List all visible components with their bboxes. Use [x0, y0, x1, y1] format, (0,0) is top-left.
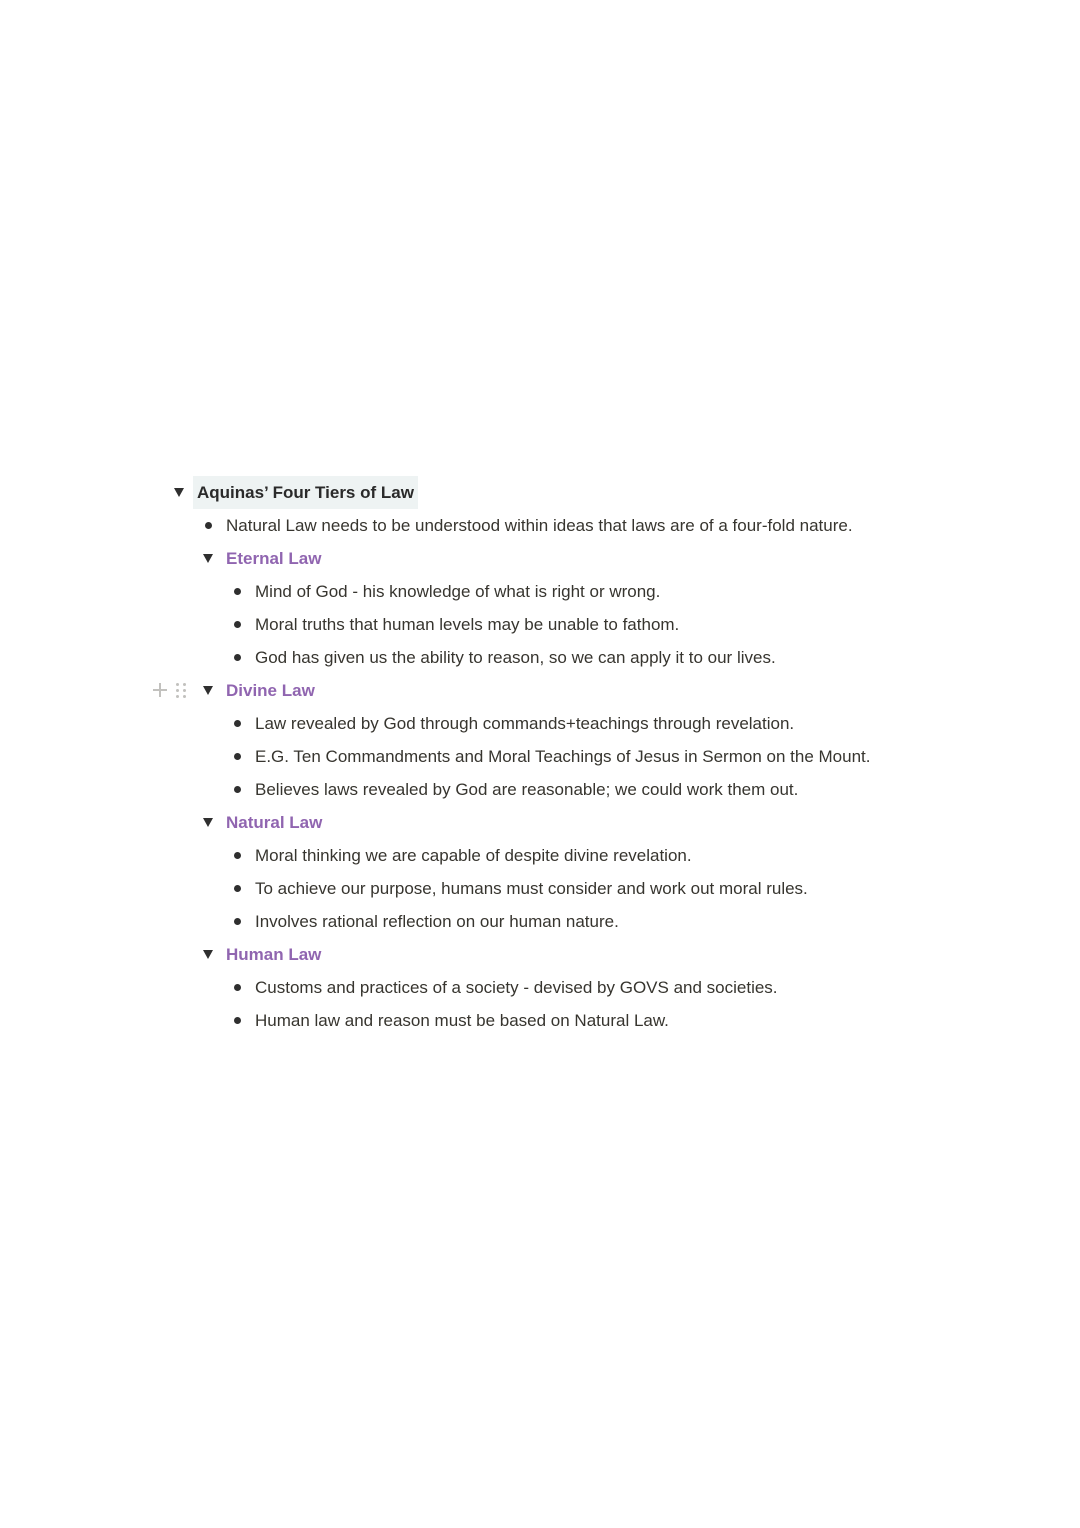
triangle-down-icon[interactable]: [172, 476, 186, 509]
list-item-text: To achieve our purpose, humans must consider and work out moral rules.: [255, 879, 808, 898]
triangle-down-icon[interactable]: [201, 938, 215, 971]
list-item-text: Believes laws revealed by God are reasonable; we could work them out.: [255, 780, 799, 799]
plus-icon[interactable]: [152, 682, 168, 698]
list-item-text: God has given us the ability to reason, so we can apply it to our lives.: [255, 648, 776, 667]
bullet-dot-icon: [234, 621, 241, 628]
triangle-down-icon[interactable]: [201, 806, 215, 839]
section-heading: Divine Law: [226, 681, 315, 700]
list-item: [229, 773, 929, 806]
list-item: [229, 872, 929, 905]
bullet-dot-icon: [234, 918, 241, 925]
toggle-block-divine-law: [200, 674, 900, 707]
triangle-down-icon[interactable]: [201, 542, 215, 575]
list-item-text: Moral truths that human levels may be unable to fathom.: [255, 615, 680, 634]
list-item-text: Customs and practices of a society - devised by GOVS and societies.: [255, 978, 778, 997]
list-item-text: Law revealed by God through commands+teachings through revelation.: [255, 714, 795, 733]
list-item: [229, 839, 929, 872]
drag-handle-icon[interactable]: [176, 682, 186, 698]
block-hover-controls: [152, 678, 186, 702]
list-item-text: Mind of God - his knowledge of what is right or wrong.: [255, 582, 661, 601]
toggle-block-title: [170, 476, 870, 509]
list-item-text: Moral thinking we are capable of despite divine revelation.: [255, 846, 692, 865]
bullet-dot-icon: [234, 753, 241, 760]
list-item: [229, 575, 929, 608]
bullet-dot-icon: [234, 720, 241, 727]
list-item: [229, 740, 929, 773]
triangle-down-icon[interactable]: [201, 674, 215, 707]
bullet-dot-icon: [205, 522, 212, 529]
list-item: [229, 905, 929, 938]
bullet-dot-icon: [234, 654, 241, 661]
bullet-dot-icon: [234, 984, 241, 991]
list-item: [229, 1004, 929, 1037]
toggle-block-human-law: [200, 938, 900, 971]
list-item: [229, 608, 929, 641]
section-heading: Human Law: [226, 945, 322, 964]
bullet-dot-icon: [234, 1017, 241, 1024]
intro-text: Natural Law needs to be understood within ideas that laws are of a four-fold nature.: [226, 516, 853, 535]
bullet-dot-icon: [234, 885, 241, 892]
list-item: [200, 509, 900, 542]
bullet-dot-icon: [234, 786, 241, 793]
section-heading: Eternal Law: [226, 549, 322, 568]
bullet-dot-icon: [234, 588, 241, 595]
list-item: [229, 641, 929, 674]
page-title: Aquinas’ Four Tiers of Law: [193, 476, 418, 509]
section-heading: Natural Law: [226, 813, 323, 832]
bullet-dot-icon: [234, 852, 241, 859]
list-item: [229, 707, 929, 740]
list-item: [229, 971, 929, 1004]
toggle-block-natural-law: [200, 806, 900, 839]
list-item-text: E.G. Ten Commandments and Moral Teachings of Jesus in Sermon on the Mount.: [255, 747, 871, 766]
list-item-text: Human law and reason must be based on Natural Law.: [255, 1011, 669, 1030]
list-item-text: Involves rational reflection on our human nature.: [255, 912, 619, 931]
toggle-block-eternal-law: [200, 542, 900, 575]
